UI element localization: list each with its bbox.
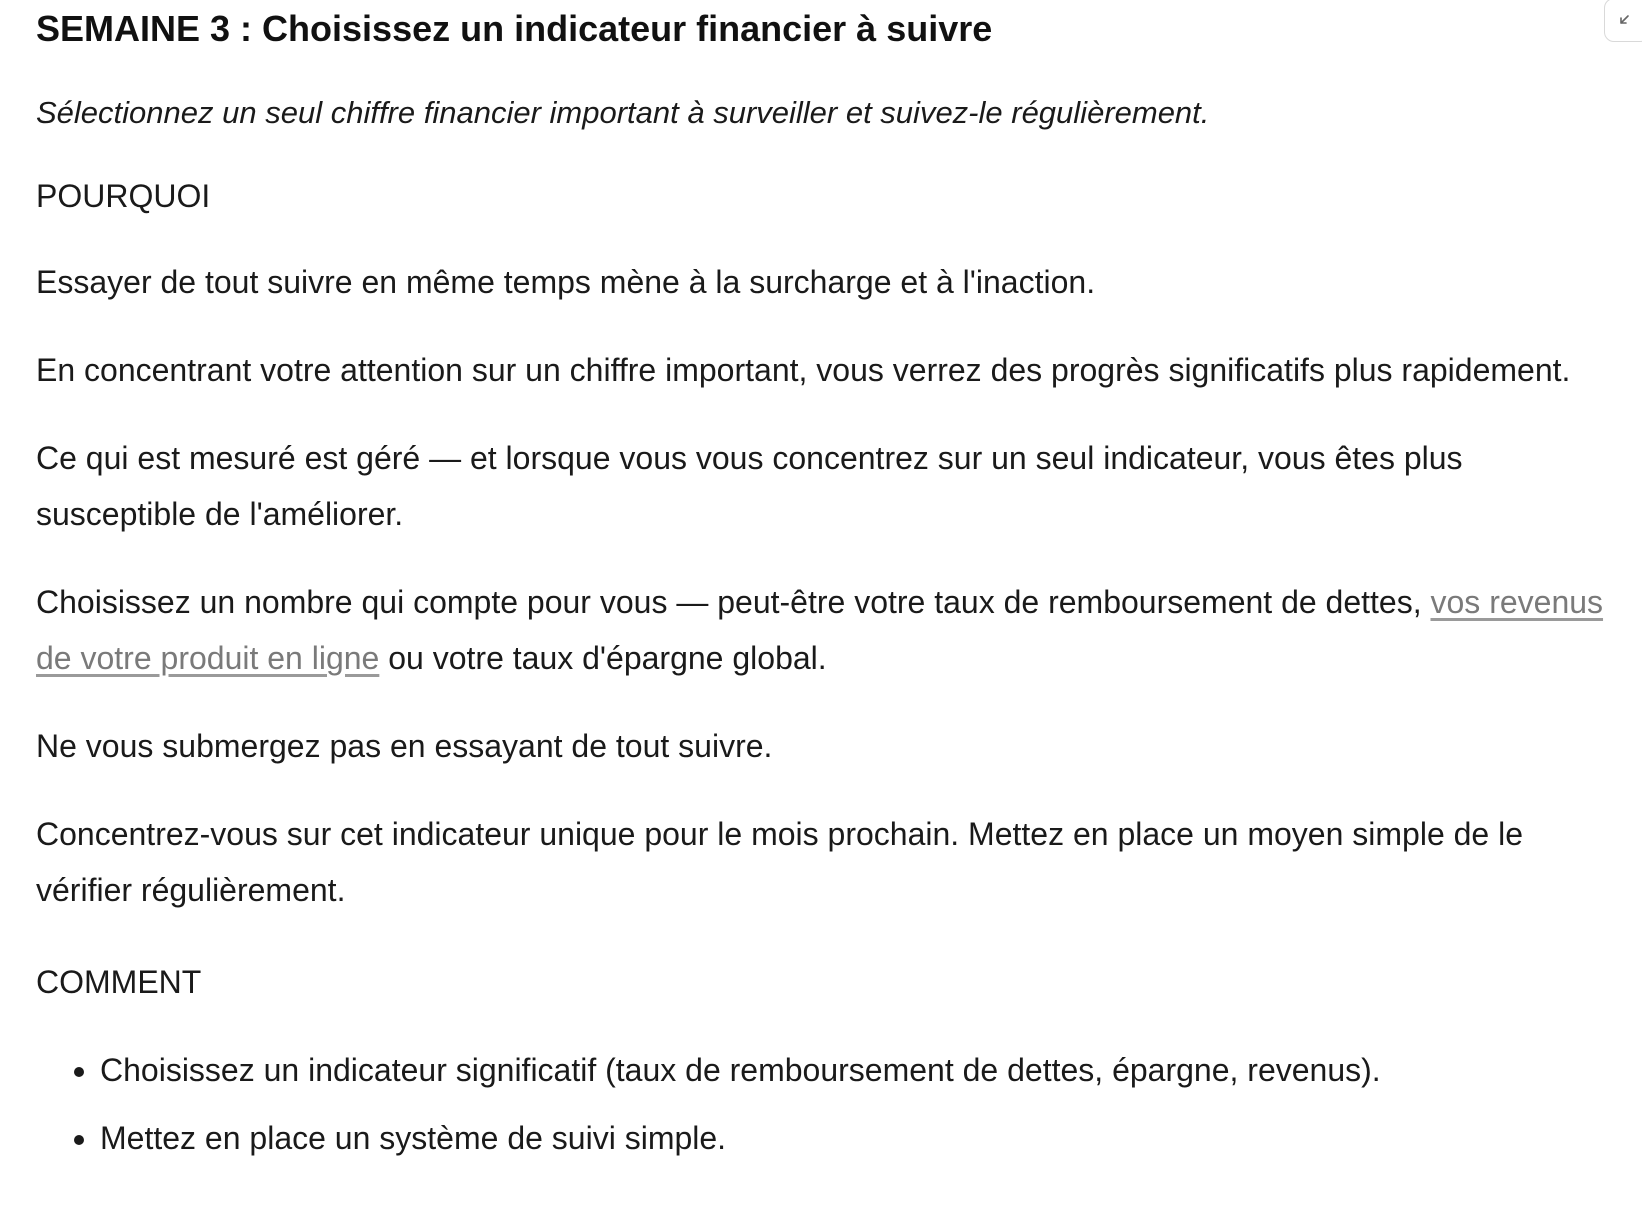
how-list: [36, 1036, 1626, 1172]
paragraph-next-month: Concentrez-vous sur cet indicateur unique pour le mois prochain. Mettez en place un moyen simple de le vérifier régulièrement.: [36, 816, 1524, 908]
paragraph-measured: Ce qui est mesuré est géré — et lorsque vous vous concentrez sur un seul indicateur, vous êtes plus susceptible de l'améliorer.: [36, 440, 1463, 532]
list-item: • Choisissez un indicateur significatif (taux de remboursement de dettes, épargne, revenus).: [100, 1036, 1626, 1104]
how-heading: COMMENT: [36, 964, 202, 1000]
why-heading: POURQUOI: [36, 178, 211, 214]
paragraph-focus: En concentrant votre attention sur un chiffre important, vous verrez des progrès significatifs plus rapidement.: [36, 352, 1571, 388]
article-content: [36, 0, 1626, 1172]
paragraph-choose-number: [36, 574, 1626, 686]
page-title: SEMAINE 3 : Choisissez un indicateur financier à suivre: [36, 8, 993, 49]
list-item: • Mettez en place un système de suivi simple.: [100, 1104, 1626, 1172]
online-product-revenue-link[interactable]: vos revenus de votre produit en ligne: [36, 584, 1604, 676]
page-subtitle: Sélectionnez un seul chiffre financier important à surveiller et suivez-le régulièrement.: [36, 95, 1210, 130]
paragraph-choose-number-text-start: Choisissez un nombre qui compte pour vous — peut-être votre taux de remboursement de dettes,: [36, 584, 1431, 620]
paragraph-choose-number-text-end: ou votre taux d'épargne global.: [379, 640, 827, 676]
paragraph-dont-overwhelm: Ne vous submergez pas en essayant de tout suivre.: [36, 728, 773, 764]
paragraph-overload: Essayer de tout suivre en même temps mène à la surcharge et à l'inaction.: [36, 264, 1096, 300]
